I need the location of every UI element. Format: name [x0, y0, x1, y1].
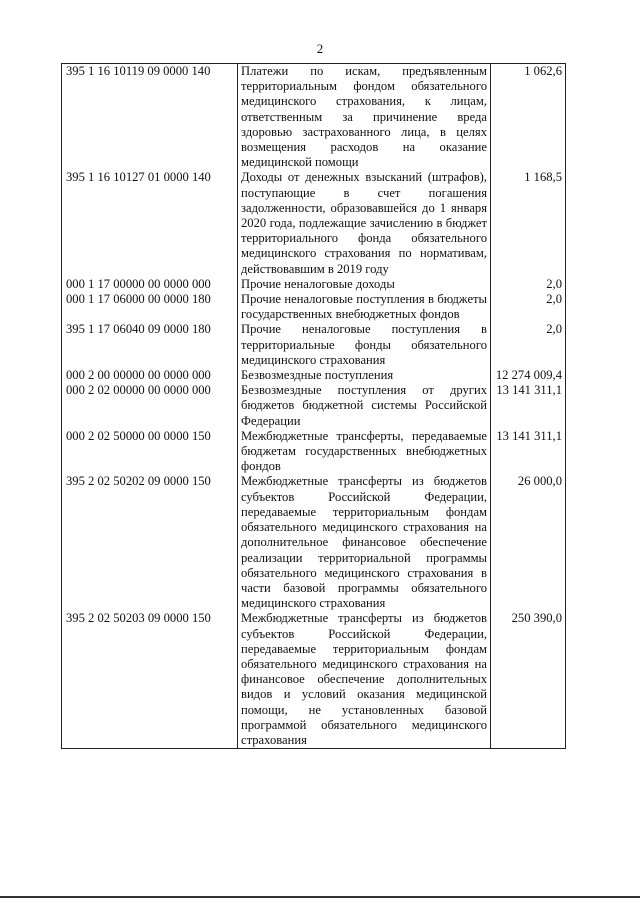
- table-row: [62, 429, 566, 475]
- amount: 2,0: [491, 292, 566, 322]
- budget-code: 395 2 02 50203 09 0000 150: [62, 611, 238, 748]
- table-row: [62, 474, 566, 611]
- budget-code: 395 1 16 10119 09 0000 140: [62, 64, 238, 171]
- revenue-name: Безвозмездные поступления от других бюджетов бюджетной системы Российской Федерации: [238, 383, 491, 429]
- revenue-name: Межбюджетные трансферты из бюджетов субъектов Российской Федерации, передаваемые территориальным фондам обязательного медицинского страхования на финансовое обеспечение дополнительных видов и условий оказания медицинской помощи, не установленных базовой программой обязательного медицинского страхования: [238, 611, 491, 748]
- revenue-name: Безвозмездные поступления: [238, 368, 491, 383]
- amount: 13 141 311,1: [491, 383, 566, 429]
- amount: 2,0: [491, 322, 566, 368]
- amount: 1 168,5: [491, 170, 566, 276]
- page-bottom-divider: [0, 896, 640, 898]
- budget-code: 395 1 16 10127 01 0000 140: [62, 170, 238, 276]
- revenue-name: Межбюджетные трансферты, передаваемые бюджетам государственных внебюджетных фондов: [238, 429, 491, 475]
- table-row: [62, 170, 566, 276]
- budget-code: 395 2 02 50202 09 0000 150: [62, 474, 238, 611]
- budget-revenue-table: [61, 63, 566, 749]
- table-row: [62, 368, 566, 383]
- amount: 2,0: [491, 277, 566, 292]
- budget-code: 000 2 02 00000 00 0000 000: [62, 383, 238, 429]
- revenue-name: Платежи по искам, предъявленным территориальным фондом обязательного медицинского страхования, к лицам, ответственным за причинение вреда здоровью застрахованного лица, в целях возмещения расходов на оказание медицинской помощи: [238, 64, 491, 171]
- page-number: 2: [316, 41, 324, 56]
- amount: 13 141 311,1: [491, 429, 566, 475]
- table-row: [62, 277, 566, 292]
- revenue-name: Прочие неналоговые поступления в бюджеты государственных внебюджетных фондов: [238, 292, 491, 322]
- budget-code: 000 2 00 00000 00 0000 000: [62, 368, 238, 383]
- amount: 26 000,0: [491, 474, 566, 611]
- budget-code: 000 1 17 00000 00 0000 000: [62, 277, 238, 292]
- amount: 12 274 009,4: [491, 368, 566, 383]
- amount: 1 062,6: [491, 64, 566, 171]
- revenue-name: Прочие неналоговые поступления в территориальные фонды обязательного медицинского страхования: [238, 322, 491, 368]
- amount: 250 390,0: [491, 611, 566, 748]
- table-row: [62, 383, 566, 429]
- budget-code: 000 2 02 50000 00 0000 150: [62, 429, 238, 475]
- table-row: [62, 322, 566, 368]
- budget-code: 000 1 17 06000 00 0000 180: [62, 292, 238, 322]
- table-row: [62, 64, 566, 171]
- table-row: [62, 292, 566, 322]
- table-row: [62, 611, 566, 748]
- revenue-name: Прочие неналоговые доходы: [238, 277, 491, 292]
- budget-code: 395 1 17 06040 09 0000 180: [62, 322, 238, 368]
- revenue-name: Доходы от денежных взысканий (штрафов), поступающие в счет погашения задолженности, образовавшейся до 1 января 2020 года, подлежащие зачислению в бюджет территориального фонда обязательного медицинского страхования по нормативам, действовавшим в 2019 году: [238, 170, 491, 276]
- revenue-name: Межбюджетные трансферты из бюджетов субъектов Российской Федерации, передаваемые территориальным фондам обязательного медицинского страхования на дополнительное финансовое обеспечение реализации территориальной программы обязательного медицинского страхования в части базовой программы обязательного медицинского страхования: [238, 474, 491, 611]
